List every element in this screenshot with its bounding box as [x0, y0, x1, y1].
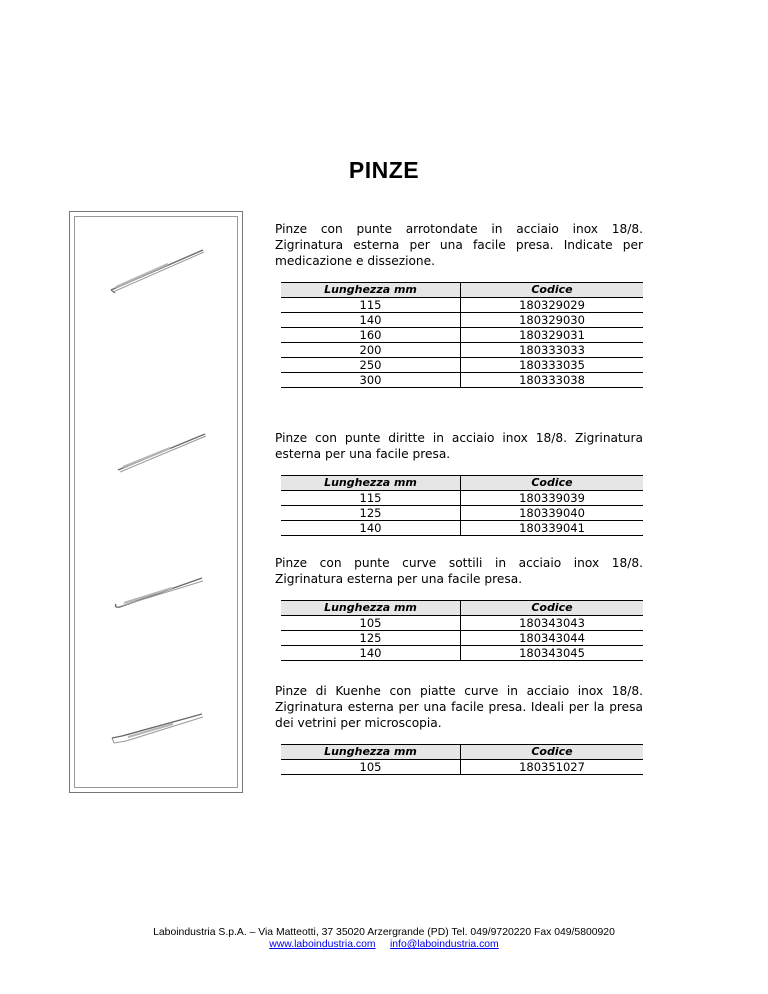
- table-header-row: [281, 476, 643, 491]
- product-section-rounded: [275, 221, 643, 388]
- product-section-kuenhe: [275, 683, 643, 775]
- length-header: Lunghezza mm: [281, 283, 461, 298]
- forceps-rounded-image: [108, 246, 208, 296]
- length-cell: 115: [281, 491, 461, 506]
- table-row: [281, 343, 643, 358]
- page-title: PINZE: [348, 157, 420, 183]
- code-cell: 180339039: [461, 491, 644, 506]
- product-description: Pinze con punte curve sottili in acciaio inox 18/8. Zigrinatura esterna per una facile presa.: [275, 556, 643, 586]
- code-cell: 180329030: [461, 313, 644, 328]
- code-cell: 180329031: [461, 328, 644, 343]
- table-row: [281, 646, 643, 661]
- length-cell: 300: [281, 373, 461, 388]
- footer-links: [0, 939, 768, 951]
- product-description: Pinze con punte arrotondate in acciaio inox 18/8. Zigrinatura esterna per una facile presa. Indicate per medicazione e dissezione.: [275, 222, 643, 268]
- image-frame-inner: [74, 216, 238, 788]
- length-header: Lunghezza mm: [281, 476, 461, 491]
- table-row: [281, 506, 643, 521]
- length-header: Lunghezza mm: [281, 745, 461, 760]
- product-description: Pinze di Kuenhe con piatte curve in acciaio inox 18/8. Zigrinatura esterna per una facile presa. Ideali per la presa dei vetrini per microscopia.: [275, 684, 643, 730]
- forceps-curved-image: [112, 574, 207, 614]
- length-cell: 200: [281, 343, 461, 358]
- table-row: [281, 521, 643, 536]
- length-cell: 105: [281, 616, 461, 631]
- table-row: [281, 298, 643, 313]
- forceps-straight-image: [115, 430, 210, 474]
- code-cell: 180339041: [461, 521, 644, 536]
- table-row: [281, 491, 643, 506]
- product-table: [281, 600, 643, 661]
- email-link[interactable]: info@laboindustria.com: [389, 939, 499, 950]
- code-cell: 180351027: [461, 760, 644, 775]
- image-frame: [69, 211, 243, 793]
- code-header: Codice: [461, 476, 644, 491]
- length-cell: 125: [281, 631, 461, 646]
- product-section-curved: [275, 555, 643, 661]
- page-footer: [0, 927, 768, 951]
- length-cell: 250: [281, 358, 461, 373]
- product-section-straight: [275, 430, 643, 536]
- code-cell: 180339040: [461, 506, 644, 521]
- code-header: Codice: [461, 745, 644, 760]
- table-row: [281, 631, 643, 646]
- code-cell: 180333038: [461, 373, 644, 388]
- length-cell: 140: [281, 521, 461, 536]
- code-header: Codice: [461, 601, 644, 616]
- length-cell: 115: [281, 298, 461, 313]
- code-cell: 180343045: [461, 646, 644, 661]
- table-row: [281, 328, 643, 343]
- code-cell: 180329029: [461, 298, 644, 313]
- table-row: [281, 313, 643, 328]
- website-link[interactable]: www.laboindustria.com: [269, 939, 376, 950]
- length-cell: 140: [281, 646, 461, 661]
- code-header: Codice: [461, 283, 644, 298]
- product-description: Pinze con punte diritte in acciaio inox 18/8. Zigrinatura esterna per una facile presa.: [275, 431, 643, 461]
- length-cell: 105: [281, 760, 461, 775]
- forceps-kuenhe-image: [108, 710, 208, 750]
- footer-address: Laboindustria S.p.A. – Via Matteotti, 37 35020 Arzergrande (PD) Tel. 049/9720220 Fax 049/5800920: [153, 927, 615, 938]
- table-header-row: [281, 745, 643, 760]
- product-table: [281, 744, 643, 775]
- length-cell: 140: [281, 313, 461, 328]
- length-cell: 125: [281, 506, 461, 521]
- code-cell: 180333033: [461, 343, 644, 358]
- table-row: [281, 358, 643, 373]
- length-header: Lunghezza mm: [281, 601, 461, 616]
- table-row: [281, 373, 643, 388]
- table-header-row: [281, 283, 643, 298]
- product-table: [281, 282, 643, 388]
- table-header-row: [281, 601, 643, 616]
- code-cell: 180333035: [461, 358, 644, 373]
- table-row: [281, 760, 643, 775]
- length-cell: 160: [281, 328, 461, 343]
- code-cell: 180343043: [461, 616, 644, 631]
- product-table: [281, 475, 643, 536]
- code-cell: 180343044: [461, 631, 644, 646]
- table-row: [281, 616, 643, 631]
